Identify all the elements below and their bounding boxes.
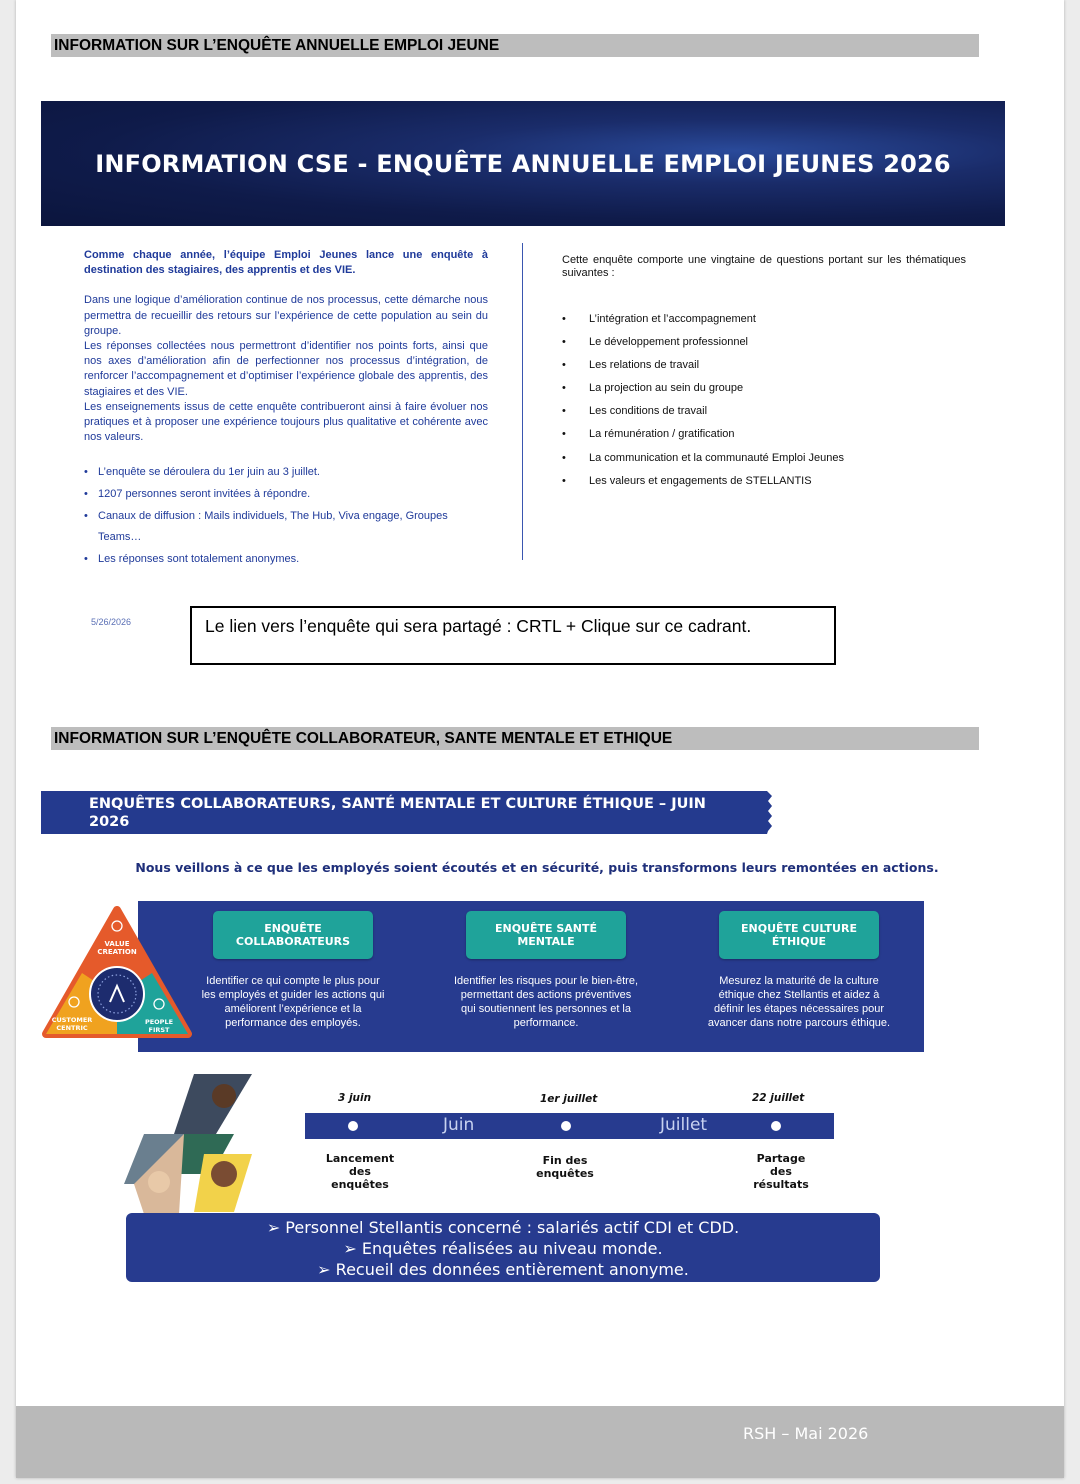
intro-text (84, 248, 488, 445)
timeline-date: 22 juillet (752, 1092, 805, 1104)
list-item: • La projection au sein du groupe (562, 377, 844, 400)
timeline-label-line: résultats (753, 1178, 809, 1191)
timeline-label-line: des (349, 1165, 371, 1178)
timeline-month: Juin (443, 1115, 475, 1135)
timeline-date: 3 juin (338, 1092, 372, 1104)
timeline-label (520, 1154, 610, 1180)
intro-paragraph-2: Les réponses collectées nous permettront d’identifier nos points forts, ainsi que nos axes d’amélioration afin de perfectionner nos processus d’intégration, de renforcer l’accompagnement et d’optimiser l’expérience globale des apprentis, des stagiaires et des VIE. (84, 340, 488, 398)
card-enquete-collaborateurs (213, 911, 373, 959)
list-item: • 1207 personnes seront invitées à répondre. (84, 484, 488, 506)
employees-photo-collage (124, 1074, 254, 1214)
title-bar-notch (762, 791, 778, 834)
people-first-label-2: FIRST (148, 1026, 170, 1034)
intro-lead: Comme chaque année, l’équipe Emploi Jeunes lance une enquête à destination des stagiaires, des apprentis et des VIE. (84, 249, 488, 277)
list-item: • Les relations de travail (562, 354, 844, 377)
card-title: ÉTHIQUE (771, 935, 827, 948)
surveys-tagline: Nous veillons à ce que les employés soient écoutés et en sécurité, puis transformons leurs remontées en actions. (135, 860, 939, 875)
customer-centric-label: CUSTOMER (51, 1016, 93, 1024)
section-header-collaborateur: INFORMATION SUR L’ENQUÊTE COLLABORATEUR, SANTE MENTALE ET ETHIQUE (51, 727, 979, 750)
card-title: ENQUÊTE SANTÉ (494, 922, 598, 935)
card-title: ENQUÊTE CULTURE (741, 922, 857, 935)
card-description: Identifier les risques pour le bien-être, permettant des actions préventives qui soutiennent les personnes et la performance. (453, 975, 639, 1029)
value-creation-label: VALUE (104, 940, 130, 948)
timeline-label (736, 1152, 826, 1191)
list-item: • Le développement professionnel (562, 331, 844, 354)
page-footer (16, 1406, 1064, 1478)
list-item: • Canaux de diffusion : Mails individuels, The Hub, Viva engage, Groupes Teams… (84, 506, 488, 550)
slide-date: 5/26/2026 (91, 617, 132, 627)
intro-paragraph-3: Les enseignements issus de cette enquête contribueront ainsi à faire évoluer nos pratiques et à proposer une expérience toujours plus qualitative et cohérente avec nos valeurs. (84, 400, 488, 444)
timeline-label-line: enquêtes (331, 1178, 389, 1191)
list-item: • La communication et la communauté Emploi Jeunes (562, 447, 844, 470)
column-divider (522, 243, 523, 560)
values-triangle-logo (42, 906, 192, 1040)
timeline-label-line: Lancement (325, 1152, 395, 1165)
timeline-date: 1er juillet (540, 1093, 598, 1105)
timeline-label-line: Fin des (542, 1154, 588, 1167)
timeline-month: Juillet (660, 1115, 708, 1135)
scope-line: ➢ Recueil des données entièrement anonyme. (317, 1260, 689, 1279)
survey-link-box[interactable]: Le lien vers l’enquête qui sera partagé : CRTL + Clique sur ce cadrant. (190, 606, 836, 665)
scope-line: ➢ Personnel Stellantis concerné : salariés actif CDI et CDD. (266, 1218, 740, 1237)
scope-line: ➢ Enquêtes réalisées au niveau monde. (343, 1239, 663, 1258)
cse-banner (41, 101, 1005, 226)
intro-paragraph-1: Dans une logique d’amélioration continue de nos processus, cette démarche nous permettra de recueillir des retours sur l’expérience de cette population au sein du groupe. (84, 294, 488, 337)
surveys-title-bar (41, 791, 767, 834)
themes-list (562, 308, 844, 493)
themes-intro: Cette enquête comporte une vingtaine de questions portant sur les thématiques suivantes : (562, 254, 966, 279)
card-title: COLLABORATEURS (235, 935, 351, 948)
list-item: • Les valeurs et engagements de STELLANTIS (562, 470, 844, 493)
footer-text: RSH – Mai 2026 (743, 1424, 869, 1443)
card-description: Mesurez la maturité de la culture éthique chez Stellantis et aidez à définir les étapes nécessaires pour avancer dans notre parcours éthique. (707, 975, 891, 1029)
banner-title: INFORMATION CSE - ENQUÊTE ANNUELLE EMPLOI JEUNES 2026 (95, 149, 951, 178)
survey-facts-list (84, 462, 488, 571)
card-description: Identifier ce qui compte le plus pour les employés et guider les actions qui améliorent l’expérience et la performance des employés. (201, 975, 385, 1029)
card-enquete-culture-ethique (719, 911, 879, 959)
list-item: • Les réponses sont totalement anonymes. (84, 549, 488, 571)
list-item: • Les conditions de travail (562, 400, 844, 423)
list-item: • L’enquête se déroulera du 1er juin au 3 juillet. (84, 462, 488, 484)
list-item: • L’intégration et l’accompagnement (562, 308, 844, 331)
people-first-label: PEOPLE (144, 1018, 174, 1026)
timeline-dot (561, 1121, 571, 1131)
timeline-label-line: des (770, 1165, 792, 1178)
card-title: MENTALE (517, 935, 575, 948)
timeline-dot (771, 1121, 781, 1131)
scope-info-box (126, 1213, 880, 1282)
card-title: ENQUÊTE (264, 922, 322, 935)
document-page (16, 0, 1064, 1478)
timeline-label (315, 1152, 405, 1191)
timeline-label-line: enquêtes (536, 1167, 594, 1180)
customer-centric-label-2: CENTRIC (56, 1024, 88, 1032)
card-enquete-sante-mentale (466, 911, 626, 959)
surveys-title-line-1: ENQUÊTES COLLABORATEURS, SANTÉ MENTALE ET CULTURE ÉTHIQUE – JUIN (89, 796, 706, 812)
list-item: • La rémunération / gratification (562, 423, 844, 446)
value-creation-label-2: CREATION (97, 948, 137, 956)
section-header-emploi-jeune: INFORMATION SUR L’ENQUÊTE ANNUELLE EMPLOI JEUNE (51, 34, 979, 57)
timeline-label-line: Partage (756, 1152, 806, 1165)
surveys-title-line-2: 2026 (89, 814, 130, 830)
timeline-dot (348, 1121, 358, 1131)
